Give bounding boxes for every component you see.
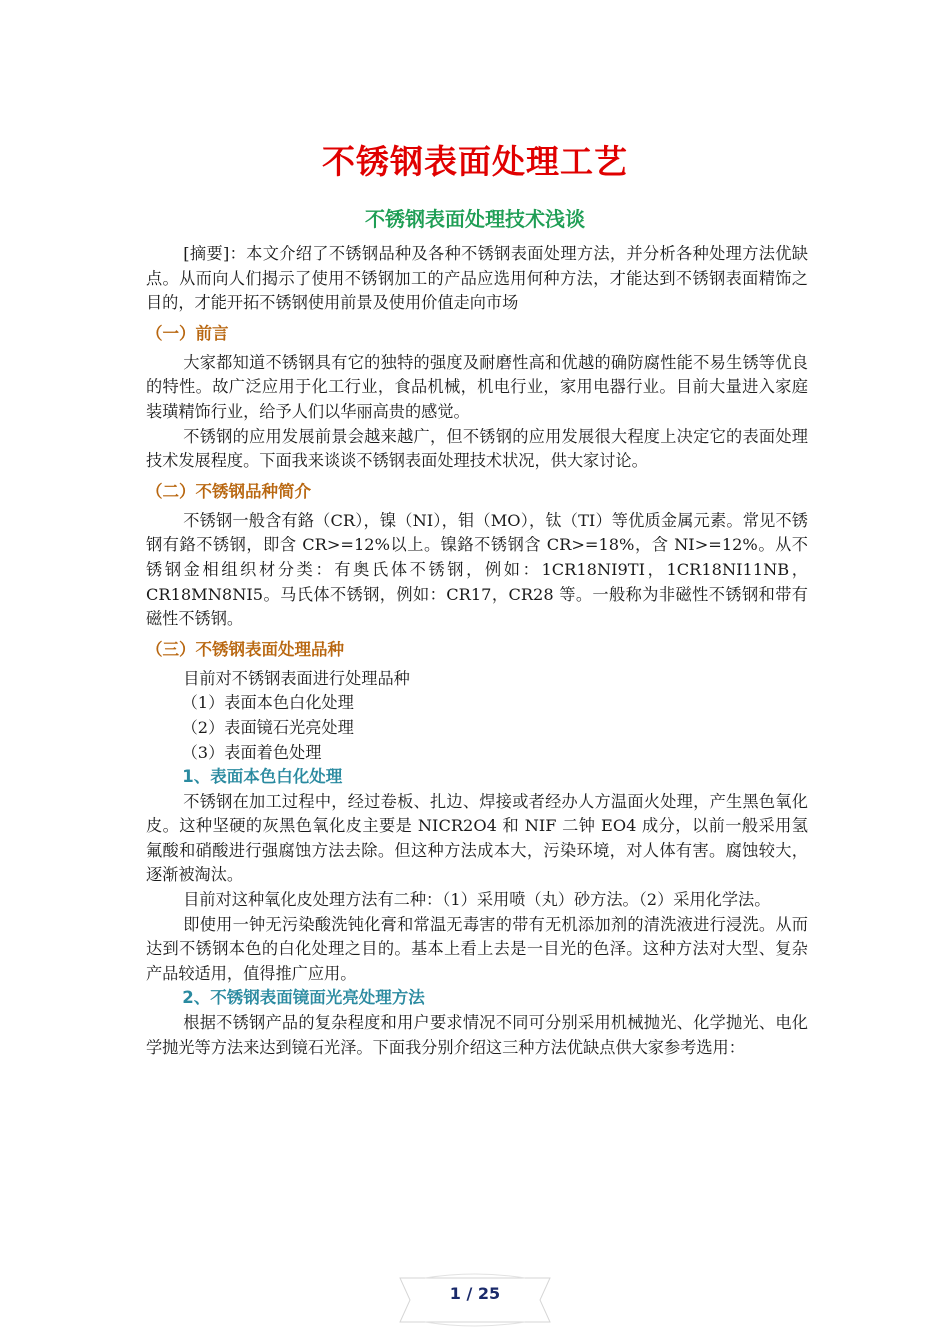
page-number: 1 / 25 (449, 1284, 501, 1303)
list-item: （3）表面着色处理 (181, 742, 322, 762)
paragraph: 不锈钢在加工过程中，经过卷板、扎边、焊接或者经办人方温面火处理，产生黑色氧化皮。这种坚硬的灰黑色氧化皮主要是 NICR2O4 和 NIF 二钟 EO4 成分，以前一般采用氢氟酸和硝酸进行强腐蚀方法去除。但这种方法成本大，污染环境，对人体有害。腐蚀较大，逐渐被淘汰。 (146, 791, 808, 885)
document-subtitle: 不锈钢表面处理技术浅谈 (365, 207, 585, 231)
document-title: 不锈钢表面处理工艺 (322, 142, 628, 181)
abstract-paragraph: [摘要]：本文介绍了不锈钢品种及各种不锈钢表面处理方法，并分析各种处理方法优缺点。从而向人们揭示了使用不锈钢加工的产品应选用何种方法，才能达到不锈钢表面精饰之目的，才能开拓不锈钢使用前景及使用价值走向市场 (146, 244, 808, 313)
paragraph: 目前对不锈钢表面进行处理品种 (183, 668, 410, 688)
list-item: （1）表面本色白化处理 (181, 693, 354, 713)
paragraph: 不锈钢的应用发展前景会越来越广，但不锈钢的应用发展很大程度上决定它的表面处理技术发展程度。下面我来谈谈不锈钢表面处理技术状况，供大家讨论。 (146, 426, 808, 471)
list-item: （2）表面镜石光亮处理 (181, 717, 354, 737)
subsection-heading-mirror-polish: 2、不锈钢表面镜面光亮处理方法 (182, 988, 425, 1008)
paragraph: 即使用一钟无污染酸洗钝化膏和常温无毒害的带有无机添加剂的清洗液进行浸洗。从而达到不锈钢本色的白化处理之目的。基本上看上去是一目光的色泽。这种方法对大型、复杂产品较适用，值得推广应用。 (146, 914, 808, 983)
paragraph: 大家都知道不锈钢具有它的独特的强度及耐磨性高和优越的确防腐性能不易生锈等优良的特性。故广泛应用于化工行业，食品机械，机电行业，家用电器行业。目前大量进入家庭装璜精饰行业，给予人们以华丽高贵的感觉。 (146, 352, 808, 421)
section-heading-treatment-types: （三）不锈钢表面处理品种 (146, 639, 344, 659)
document-body (146, 242, 808, 1060)
section-heading-preface: （一）前言 (146, 323, 229, 343)
paragraph: 目前对这种氧化皮处理方法有二种：（1）采用喷（丸）砂方法。（2）采用化学法。 (183, 890, 771, 910)
subsection-heading-whitening: 1、表面本色白化处理 (182, 767, 343, 787)
paragraph: 不锈钢一般含有鉻（CR），镍（NI），钼（MO），钛（TI）等优质金属元素。常见不锈钢有鉻不锈钢，即含 CR>=12%以上。镍鉻不锈钢含 CR>=18%，含 NI>=12%。从不锈钢金相组织材分类：有奥氏体不锈钢，例如：1CR18NI9TI，1CR18NI11NB，CR18MN8NI5。马氏体不锈钢，例如：CR17，CR28 等。一般称为非磁性不锈钢和带有磁性不锈钢。 (146, 510, 808, 629)
paragraph: 根据不锈钢产品的复杂程度和用户要求情况不同可分别采用机械抛光、化学抛光、电化学抛光等方法来达到镜石光泽。下面我分别介绍这三种方法优缺点供大家参考选用： (146, 1013, 808, 1057)
page-footer (0, 1270, 950, 1330)
section-heading-varieties: （二）不锈钢品种简介 (146, 481, 311, 501)
